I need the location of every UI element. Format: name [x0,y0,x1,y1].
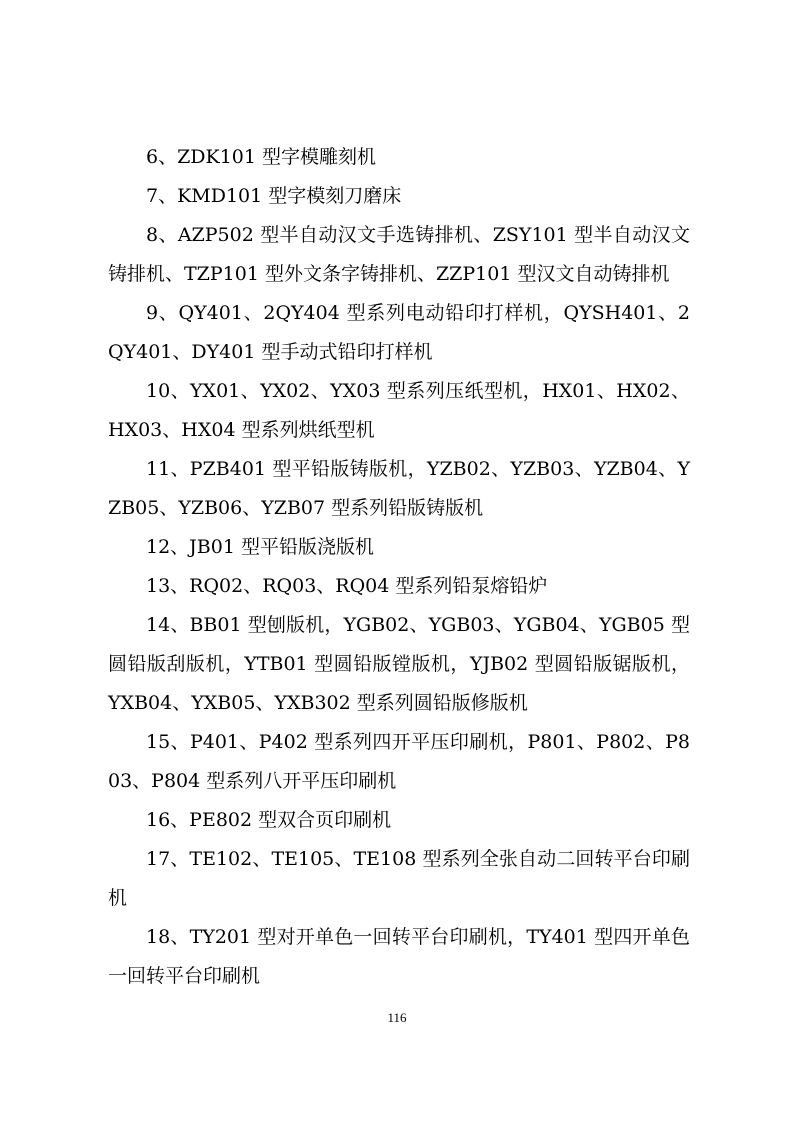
list-item: 16、PE802 型双合页印刷机 [146,809,392,831]
list-item: 10、YX01、YX02、YX03 型系列压纸型机，HX01、HX02、HX03、HX04 型系列烘纸型机 [108,380,690,441]
list-item: 12、JB01 型平铅版浇版机 [146,536,374,558]
list-item: 14、BB01 型刨版机，YGB02、YGB03、YGB04、YGB05 型圆铅版刮版机，YTB01 型圆铅版镗版机，YJB02 型圆铅版锯版机，YXB04、YXB05、YXB302 型系列圆铅版修版机 [108,614,690,714]
list-item: 17、TE102、TE105、TE108 型系列全张自动二回转平台印刷机 [108,848,690,909]
page-number: 116 [387,1010,407,1025]
list-item: 13、RQ02、RQ03、RQ04 型系列铅泵熔铅炉 [146,575,548,597]
list-item: 6、ZDK101 型字模雕刻机 [146,146,377,168]
list-item: 8、AZP502 型半自动汉文手选铸排机、ZSY101 型半自动汉文铸排机、TZP101 型外文条字铸排机、ZZP101 型汉文自动铸排机 [108,224,690,285]
list-item: 15、P401、P402 型系列四开平压印刷机，P801、P802、P803、P804 型系列八开平压印刷机 [108,731,690,792]
list-item: 11、PZB401 型平铅版铸版机，YZB02、YZB03、YZB04、YZB05、YZB06、YZB07 型系列铅版铸版机 [108,458,690,519]
list-item: 7、KMD101 型字模刻刀磨床 [146,185,402,207]
list-item: 9、QY401、2QY404 型系列电动铅印打样机，QYSH401、2QY401、DY401 型手动式铅印打样机 [108,302,690,363]
list-item: 18、TY201 型对开单色一回转平台印刷机，TY401 型四开单色一回转平台印刷机 [108,926,690,987]
document-body [108,138,690,996]
